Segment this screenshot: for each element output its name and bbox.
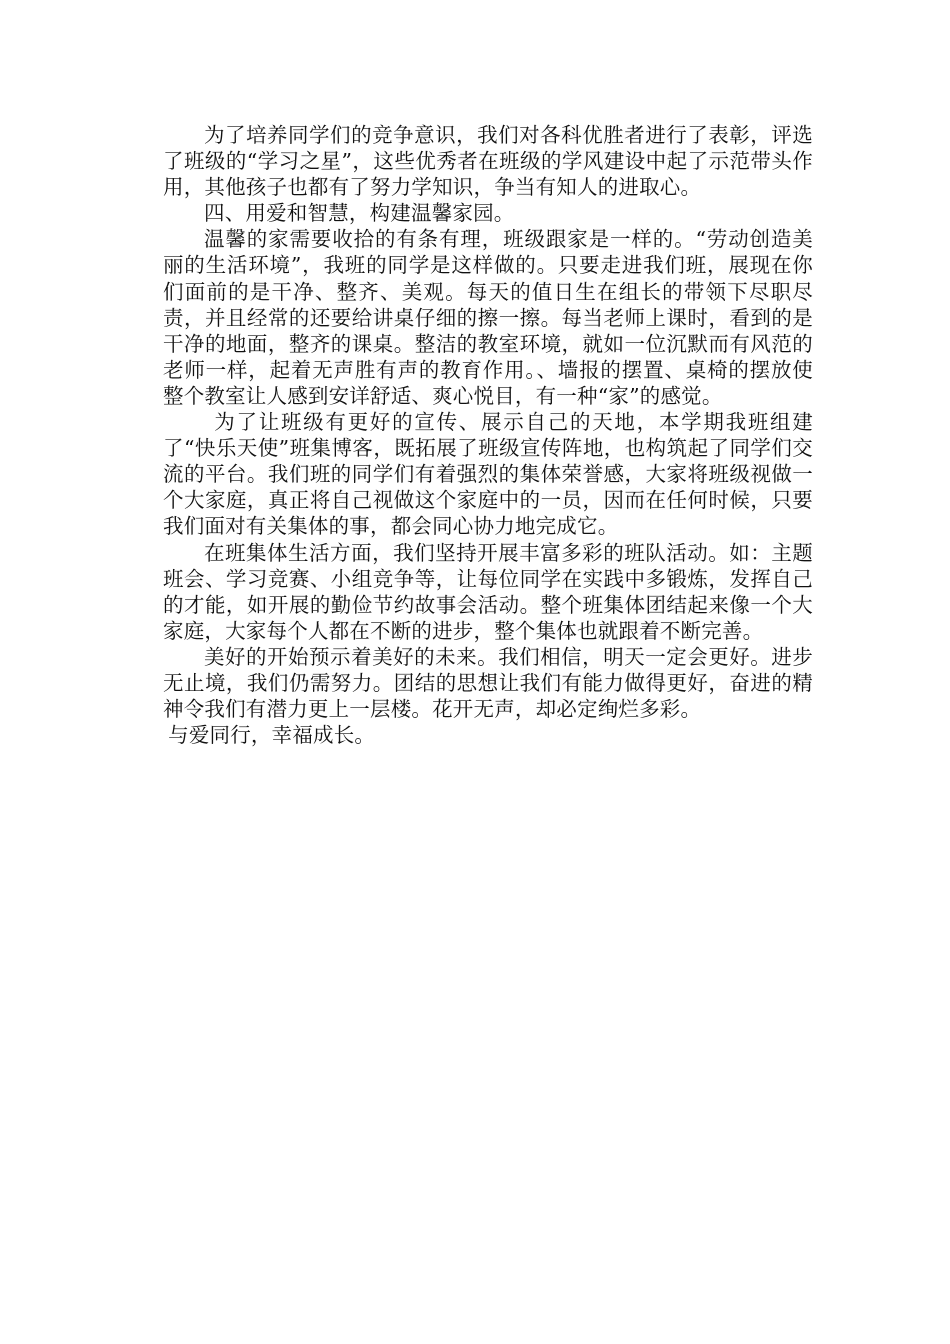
paragraph-3: 为了让班级有更好的宣传、展示自己的天地，本学期我班组建了“快乐天使”班集博客，既拓展了班级宣传阵地，也构筑起了同学们交流的平台。我们班的同学们有着强烈的集体荣誉感，大家将班级视做一个大家庭，真正将自己视做这个家庭中的一员，因而在任何时候，只要我们面对有关集体的事，都会同心协力地完成它。 bbox=[163, 410, 813, 539]
paragraph-5: 美好的开始预示着美好的未来。我们相信，明天一定会更好。进步无止境，我们仍需努力。团结的思想让我们有能力做得更好，奋进的精神令我们有潜力更上一层楼。花开无声，却必定绚烂多彩。 bbox=[163, 644, 813, 722]
paragraph-1: 为了培养同学们的竞争意识，我们对各科优胜者进行了表彰，评选了班级的“学习之星”，这些优秀者在班级的学风建设中起了示范带头作用，其他孩子也都有了努力学知识，争当有知人的进取心。 bbox=[163, 123, 813, 200]
section-heading: 四、用爱和智慧，构建温馨家园。 bbox=[204, 201, 515, 226]
document-body bbox=[163, 122, 813, 748]
closing-line: 与爱同行，幸福成长。 bbox=[168, 723, 376, 748]
paragraph-2: 温馨的家需要收拾的有条有理，班级跟家是一样的。“劳动创造美丽的生活环境”，我班的同学是这样做的。只要走进我们班，展现在你们面前的是干净、整齐、美观。每天的值日生在组长的带领下尽职尽责，并且经常的还要给讲桌仔细的擦一擦。每当老师上课时，看到的是干净的地面，整齐的课桌。整洁的教室环境，就如一位沉默而有风范的老师一样，起着无声胜有声的教育作用。、墙报的摆置、桌椅的摆放使整个教室让人感到安详舒适、爽心悦目，有一种“家”的感觉。 bbox=[163, 227, 813, 408]
paragraph-4: 在班集体生活方面，我们坚持开展丰富多彩的班队活动。如：主题班会、学习竞赛、小组竞争等，让每位同学在实践中多锻炼，发挥自己的才能，如开展的勤俭节约故事会活动。整个班集体团结起来像一个大家庭，大家每个人都在不断的进步，整个集体也就跟着不断完善。 bbox=[163, 540, 813, 643]
